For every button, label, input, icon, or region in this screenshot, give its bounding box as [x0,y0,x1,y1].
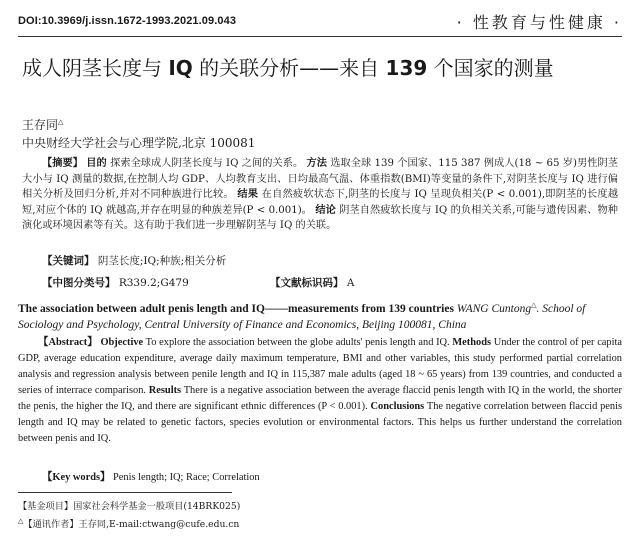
keywords-en-text: Penis length; IQ; Race; Correlation [113,472,260,483]
results-en: There is a negative association between the average flaccid penis length with IQ in the world, the shorter the penis, the higher the IQ, and there are significant ethnic differences (P < 0.001). [18,385,623,412]
keywords-en [42,468,260,483]
title-cn-part3: 个国家的测量 [427,56,554,80]
title-cn-part2: 的关联分析——来自 [192,56,386,80]
article-title-en: The association between adult penis length and IQ——measurements from 139 countries [18,302,454,315]
results-label-en: Results [148,385,182,396]
abstract-cn [22,156,618,234]
footnote-divider [18,492,232,493]
methods-cn: 选取全球 139 个国家、115 387 例成人(18 ~ 65 岁)男性阴茎大小与 IQ 测量的数据,在控制人均 GDP、人均教育支出、日均最高气温、体重指数(BMI)等变量的条件下,对阴茎长度与 IQ 进行偏相关分析及回归分析,并对不同种族进行比较。 [22,158,618,200]
objective-en: To explore the association between the globe adults' penis length and IQ. [145,337,450,348]
header-divider [18,36,622,37]
section-name: · 性教育与性健康 · [456,12,622,32]
corresponding-footnote [18,516,239,530]
author-cn [22,116,63,133]
objective-label-cn: 目的 [86,158,107,169]
corresponding-author: 【通讯作者】王存同,E-mail:ctwang@cufe.edu.cn [23,519,240,530]
doi-label[interactable]: DOI:10.3969/j.issn.1672-1993.2021.09.043 [18,15,237,27]
abstract-en [18,335,622,447]
methods-label-cn: 方法 [306,158,327,169]
doc-code-value: A [346,277,355,289]
title-cn-num: 139 [385,56,428,80]
conclusions-label-en: Conclusions [370,401,425,412]
author-en: WANG Cuntong [456,302,532,315]
doc-code-label: 【文献标识码】 [270,277,344,289]
title-cn-part1: 成人阴茎长度与 [22,56,169,80]
keywords-cn-text: 阴茎长度;IQ;种族;相关分析 [97,255,227,267]
conclusion-cn: 阴茎自然疲软长度与 IQ 的负相关关系,可能与遗传因素、物种演化或环境因素等有关。这有助于我们进一步理解阴茎与 IQ 的关联。 [22,204,618,231]
running-header [18,10,622,32]
footnote-mark: △ [18,516,24,525]
title-cn-iq: IQ [168,56,193,80]
keywords-cn-label: 【关键词】 [42,255,95,267]
clc-value: R339.2;G479 [118,277,189,289]
article-title-cn [22,54,582,82]
conclusions-en: The negative correlation between flaccid penis length and IQ may be related to genetic factors, species evolution or environmental factors. This helps us further understand the correlation between penis and IQ. [18,401,622,444]
author-mark: △ [58,118,64,126]
fund-footnote: 【基金项目】国家社会科学基金一般项目(14BRK025) [18,501,241,512]
affiliation-cn: 中央财经大学社会与心理学院,北京 100081 [22,136,256,150]
clc-number [42,275,270,290]
conclusion-label-cn: 结论 [315,204,336,216]
keywords-cn [42,253,226,268]
title-en-block [18,297,622,333]
keywords-en-label: 【Key words】 [42,472,111,483]
author-en-mark: △ [531,301,537,309]
results-label-cn: 结果 [237,189,259,200]
objective-label-en: Objective [100,337,144,348]
abstract-cn-label: 【摘要】 [42,158,83,169]
results-cn: 在自然疲软状态下,阴茎的长度与 IQ 呈现负相关(P < 0.001),即阴茎的长度越短,对应个体的 IQ 就越高,并存在明显的种族差异(P < 0.001)。 [22,189,619,216]
classification-row [42,275,582,290]
objective-cn: 探索全球成人阴茎长度与 IQ 之间的关系。 [110,158,304,169]
methods-label-en: Methods [452,337,492,348]
doc-code [270,275,354,290]
clc-label: 【中图分类号】 [42,277,116,289]
methods-en: Under the control of per capita GDP, average education expenditure, average daily maximum temperature, BMI and other variables, this study performed partial correlation analysis and regression analysis between penile length and IQ in 115,387 male adults (aged 18 ~ 65 years) from 139 countries, and conducted a series of interrace comparison. [18,337,623,396]
affiliation-en: . School of Sociology and Psychology, Central University of Finance and Economics, Beijing 100081, China [18,302,586,331]
abstract-en-label: 【Abstract】 [38,337,98,348]
author-name-cn: 王存同 [22,118,59,132]
